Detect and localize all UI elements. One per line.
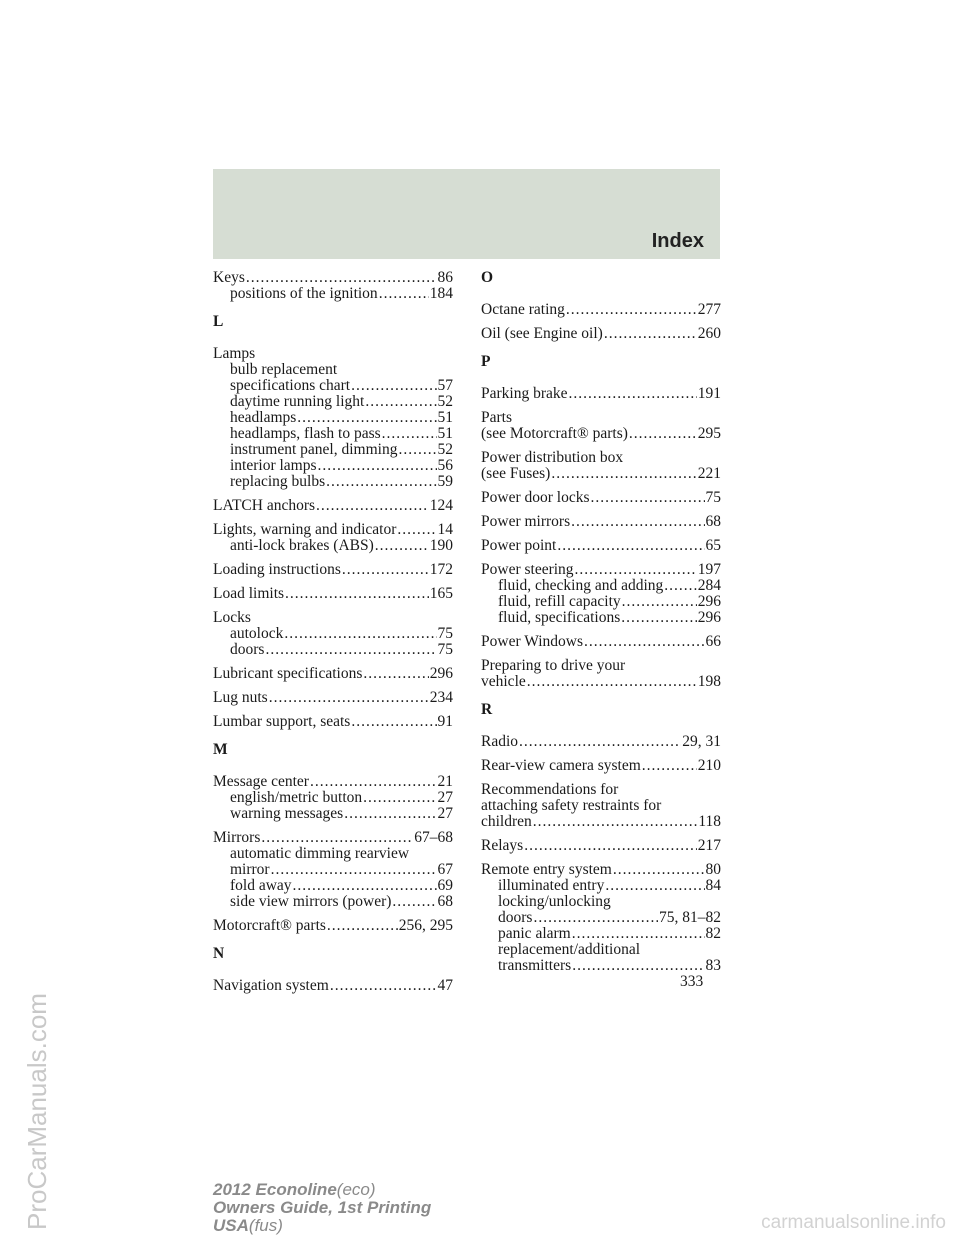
dot-leader	[605, 878, 704, 894]
index-entry	[213, 978, 453, 994]
index-entry-line	[213, 346, 453, 362]
entry-text: positions of the ignition	[230, 285, 378, 302]
entry-text: instrument panel, dimming	[230, 441, 398, 458]
footer-region: USA	[213, 1216, 249, 1235]
index-entry	[481, 386, 721, 402]
index-entry	[481, 838, 721, 854]
dot-leader	[365, 394, 436, 410]
index-subentry-line	[213, 862, 453, 878]
index-subentry-line	[213, 458, 453, 474]
entry-text: Relays	[481, 837, 524, 854]
page-reference: 68	[705, 513, 721, 530]
index-subentry-line	[213, 878, 453, 894]
section-letter: M	[213, 741, 228, 758]
dot-leader	[342, 562, 429, 578]
footer-region-code: (fus)	[248, 1216, 283, 1235]
page-reference: 84	[705, 877, 721, 894]
entry-text: panic alarm	[498, 925, 571, 942]
dot-leader	[363, 666, 428, 682]
index-entry-line	[213, 978, 453, 994]
section-letter: R	[481, 701, 493, 718]
page-reference: 277	[697, 301, 721, 318]
page-reference: 68	[437, 893, 453, 910]
section-letter: P	[481, 353, 491, 370]
page-reference: 27	[437, 789, 453, 806]
entry-text: Lights, warning and indicator	[213, 521, 397, 538]
index-subentry-line	[481, 878, 721, 894]
entry-text: replacement/additional	[498, 941, 641, 958]
page-reference: 191	[697, 385, 721, 402]
page-reference: 197	[697, 561, 721, 578]
index-column-left	[213, 270, 453, 1002]
index-entry	[481, 758, 721, 774]
page-reference: 260	[697, 325, 721, 342]
page-reference: 57	[437, 377, 453, 394]
page-reference: 14	[437, 521, 453, 538]
dot-leader	[269, 690, 429, 706]
page-reference: 198	[697, 673, 721, 690]
index-entry	[213, 586, 453, 602]
section-letter: N	[213, 945, 225, 962]
dot-leader	[566, 302, 697, 318]
index-subentry-line	[213, 790, 453, 806]
index-entry	[481, 326, 721, 342]
entry-text: Motorcraft® parts	[213, 917, 326, 934]
index-entry	[481, 490, 721, 506]
page-reference: 75	[437, 625, 453, 642]
dot-leader	[261, 830, 413, 846]
footer-guide: Owners Guide, 1st Printing	[213, 1198, 432, 1217]
entry-text: Radio	[481, 733, 519, 750]
index-entry	[481, 862, 721, 974]
dot-leader	[519, 734, 681, 750]
index-header-box	[213, 169, 720, 259]
index-entry	[481, 658, 721, 690]
page-reference: 69	[437, 877, 453, 894]
index-subentry-line	[481, 610, 721, 626]
index-entry	[213, 830, 453, 910]
dot-leader	[285, 586, 429, 602]
index-entry-line	[213, 610, 453, 626]
page-reference: 217	[697, 837, 721, 854]
index-subentry-line	[213, 474, 453, 490]
index-entry-line	[213, 666, 453, 682]
entry-text: Octane rating	[481, 301, 565, 318]
page-reference: 296	[697, 609, 721, 626]
index-entry-line	[481, 450, 721, 466]
entry-text: Navigation system	[213, 977, 329, 994]
index-subentry-line	[213, 394, 453, 410]
dot-leader	[622, 594, 697, 610]
footer-model-code: (eco)	[336, 1180, 376, 1199]
page-reference: 210	[697, 757, 721, 774]
dot-leader	[297, 410, 436, 426]
entry-text: children	[481, 813, 532, 830]
page-reference: 234	[429, 689, 453, 706]
entry-text: warning messages	[230, 805, 344, 822]
index-entry	[213, 522, 453, 554]
dot-leader	[327, 918, 398, 934]
index-subentry-line	[481, 594, 721, 610]
entry-text: Preparing to drive your	[481, 657, 626, 674]
index-entry-line	[481, 426, 721, 442]
dot-leader	[318, 458, 437, 474]
index-entry-line	[213, 918, 453, 934]
dot-leader	[351, 378, 436, 394]
page-reference: 296	[697, 593, 721, 610]
dot-leader	[642, 758, 697, 774]
page-reference: 221	[697, 465, 721, 482]
dot-leader	[330, 978, 437, 994]
dot-leader	[382, 426, 437, 442]
index-entry-line	[213, 498, 453, 514]
index-entry	[481, 782, 721, 830]
index-entry-line	[481, 734, 721, 750]
entry-text: Rear-view camera system	[481, 757, 641, 774]
entry-text: bulb replacement	[230, 361, 338, 378]
entry-text: Power distribution box	[481, 449, 624, 466]
entry-text: locking/unlocking	[498, 893, 611, 910]
index-entry	[213, 666, 453, 682]
index-entry-line	[481, 538, 721, 554]
entry-text: Power steering	[481, 561, 574, 578]
page-number: 333	[680, 973, 704, 990]
entry-text: fluid, specifications	[498, 609, 621, 626]
entry-text: english/metric button	[230, 789, 363, 806]
index-subentry-line	[213, 442, 453, 458]
dot-leader	[398, 442, 436, 458]
index-subentry-line	[213, 806, 453, 822]
dot-leader	[524, 838, 697, 854]
entry-text: mirror	[230, 861, 270, 878]
entry-text: Power point	[481, 537, 557, 554]
index-entry	[213, 270, 453, 302]
index-entry	[481, 734, 721, 750]
index-entry-line	[213, 522, 453, 538]
dot-leader	[575, 562, 697, 578]
dot-leader	[316, 498, 429, 514]
page-reference: 124	[429, 497, 453, 514]
index-entry	[481, 302, 721, 318]
page-reference: 75, 81–82	[659, 909, 721, 926]
index-entry-line	[213, 270, 453, 286]
entry-text: attaching safety restraints for	[481, 797, 662, 814]
watermark-left: ProCarManuals.com	[22, 993, 52, 1230]
page-reference: 51	[437, 409, 453, 426]
index-entry-line	[213, 714, 453, 730]
page-reference: 75	[705, 489, 721, 506]
entry-text: fluid, checking and adding	[498, 577, 664, 594]
page-reference: 52	[437, 393, 453, 410]
index-entry	[481, 410, 721, 442]
entry-text: Recommendations for	[481, 781, 619, 798]
index-entry	[213, 346, 453, 490]
entry-text: Lug nuts	[213, 689, 268, 706]
dot-leader	[310, 774, 437, 790]
index-entry-line	[481, 674, 721, 690]
dot-leader	[351, 714, 436, 730]
index-entry	[213, 918, 453, 934]
index-subentry-line	[213, 538, 453, 554]
index-entry-line	[481, 562, 721, 578]
footer	[213, 1181, 431, 1235]
dot-leader	[397, 522, 436, 538]
entry-text: anti-lock brakes (ABS)	[230, 537, 374, 554]
entry-text: side view mirrors (power)	[230, 893, 392, 910]
page-reference: 295	[697, 425, 721, 442]
entry-text: replacing bulbs	[230, 473, 326, 490]
index-entry	[481, 538, 721, 554]
dot-leader	[344, 806, 436, 822]
page-reference: 83	[705, 957, 721, 974]
page-reference: 51	[437, 425, 453, 442]
page-reference: 91	[437, 713, 453, 730]
entry-text: illuminated entry	[498, 877, 605, 894]
entry-text: LATCH anchors	[213, 497, 316, 514]
page-title: Index	[651, 230, 704, 252]
dot-leader	[572, 926, 705, 942]
entry-text: interior lamps	[230, 457, 317, 474]
entry-text: Keys	[213, 269, 245, 286]
section-letter: L	[213, 313, 224, 330]
entry-text: Message center	[213, 773, 309, 790]
index-entry-line	[481, 658, 721, 674]
dot-leader	[533, 814, 698, 830]
page-reference: 284	[697, 577, 721, 594]
page-reference: 118	[698, 813, 721, 830]
entry-text: headlamps, flash to pass	[230, 425, 381, 442]
entry-text: Parking brake	[481, 385, 568, 402]
index-entry-line	[481, 862, 721, 878]
index-entry	[213, 562, 453, 578]
dot-leader	[613, 862, 705, 878]
index-entry-line	[481, 514, 721, 530]
entry-text: Remote entry system	[481, 861, 612, 878]
entry-text: Power mirrors	[481, 513, 571, 530]
index-entry-line	[213, 774, 453, 790]
index-subentry-line	[213, 426, 453, 442]
index-subentry-line	[213, 378, 453, 394]
entry-text: specifications chart	[230, 377, 351, 394]
index-entry-line	[481, 634, 721, 650]
index-subentry-line	[481, 578, 721, 594]
index-entry	[213, 690, 453, 706]
index-column-right	[481, 270, 721, 982]
dot-leader	[271, 862, 437, 878]
page-reference: 21	[437, 773, 453, 790]
page-reference: 67–68	[414, 829, 453, 846]
page-reference: 82	[705, 925, 721, 942]
entry-text: Power door locks	[481, 489, 590, 506]
index-subentry-line	[213, 626, 453, 642]
entry-text: Load limits	[213, 585, 285, 602]
index-entry-line	[213, 586, 453, 602]
entry-text: Power Windows	[481, 633, 583, 650]
page-reference: 59	[437, 473, 453, 490]
index-entry-line	[213, 690, 453, 706]
entry-text: Lubricant specifications	[213, 665, 363, 682]
dot-leader	[569, 386, 697, 402]
index-entry-line	[213, 830, 453, 846]
entry-text: (see Fuses)	[481, 465, 551, 482]
index-subentry-line	[481, 910, 721, 926]
index-subentry-line	[481, 942, 721, 958]
dot-leader	[265, 642, 436, 658]
dot-leader	[604, 326, 697, 342]
entry-text: doors	[230, 641, 265, 658]
dot-leader	[591, 490, 705, 506]
index-entry-line	[481, 798, 721, 814]
index-entry-line	[481, 814, 721, 830]
entry-text: headlamps	[230, 409, 297, 426]
entry-text: vehicle	[481, 673, 526, 690]
index-subentry-line	[213, 286, 453, 302]
page-reference: 172	[429, 561, 453, 578]
entry-text: Mirrors	[213, 829, 261, 846]
entry-text: automatic dimming rearview	[230, 845, 410, 862]
index-entry-line	[481, 302, 721, 318]
page-reference: 56	[437, 457, 453, 474]
index-subentry-line	[213, 846, 453, 862]
dot-leader	[629, 426, 697, 442]
index-entry	[481, 450, 721, 482]
dot-leader	[293, 878, 437, 894]
dot-leader	[246, 270, 437, 286]
page-reference: 52	[437, 441, 453, 458]
entry-text: Lumbar support, seats	[213, 713, 351, 730]
index-entry-line	[481, 326, 721, 342]
entry-text: Parts	[481, 409, 512, 426]
index-entry-line	[481, 490, 721, 506]
index-entry-line	[213, 562, 453, 578]
index-subentry-line	[213, 642, 453, 658]
page-reference: 27	[437, 805, 453, 822]
entry-text: transmitters	[498, 957, 572, 974]
dot-leader	[571, 514, 704, 530]
dot-leader	[326, 474, 436, 490]
page-reference: 296	[429, 665, 453, 682]
entry-text: Locks	[213, 609, 251, 626]
index-subentry-line	[481, 894, 721, 910]
index-entry-line	[481, 758, 721, 774]
watermark-bottom: carmanualsonline.info	[761, 1212, 946, 1233]
dot-leader	[284, 626, 436, 642]
index-entry	[213, 714, 453, 730]
entry-text: doors	[498, 909, 533, 926]
index-subentry-line	[481, 926, 721, 942]
dot-leader	[572, 958, 704, 974]
index-subentry-line	[481, 958, 721, 974]
index-entry	[213, 498, 453, 514]
index-subentry-line	[213, 362, 453, 378]
section-letter: O	[481, 269, 494, 286]
dot-leader	[392, 894, 436, 910]
page-reference: 256, 295	[398, 917, 453, 934]
entry-text: daytime running light	[230, 393, 365, 410]
entry-text: Lamps	[213, 345, 256, 362]
page-reference: 47	[437, 977, 453, 994]
index-entry	[481, 634, 721, 650]
page-reference: 86	[437, 269, 453, 286]
dot-leader	[379, 286, 429, 302]
entry-text: Loading instructions	[213, 561, 341, 578]
index-entry	[213, 610, 453, 658]
dot-leader	[551, 466, 696, 482]
dot-leader	[557, 538, 704, 554]
entry-text: Oil (see Engine oil)	[481, 325, 603, 342]
index-entry-line	[481, 782, 721, 798]
index-entry	[213, 774, 453, 822]
page-reference: 165	[429, 585, 453, 602]
entry-text: autolock	[230, 625, 284, 642]
dot-leader	[621, 610, 697, 626]
index-entry-line	[481, 466, 721, 482]
page-reference: 184	[429, 285, 453, 302]
index-entry	[481, 562, 721, 626]
dot-leader	[664, 578, 696, 594]
dot-leader	[533, 910, 658, 926]
index-entry-line	[481, 410, 721, 426]
entry-text: fluid, refill capacity	[498, 593, 621, 610]
entry-text: fold away	[230, 877, 292, 894]
index-entry-line	[481, 838, 721, 854]
dot-leader	[375, 538, 429, 554]
index-subentry-line	[213, 894, 453, 910]
page-reference: 67	[437, 861, 453, 878]
footer-model: 2012 Econoline	[213, 1180, 337, 1199]
index-subentry-line	[213, 410, 453, 426]
index-entry-line	[481, 386, 721, 402]
dot-leader	[527, 674, 697, 690]
entry-text: (see Motorcraft® parts)	[481, 425, 628, 442]
page-reference: 75	[437, 641, 453, 658]
dot-leader	[363, 790, 436, 806]
index-entry	[481, 514, 721, 530]
page-reference: 190	[429, 537, 453, 554]
page-reference: 65	[705, 537, 721, 554]
page-reference: 66	[705, 633, 721, 650]
dot-leader	[584, 634, 705, 650]
page-reference: 80	[705, 861, 721, 878]
page-reference: 29, 31	[682, 733, 721, 750]
